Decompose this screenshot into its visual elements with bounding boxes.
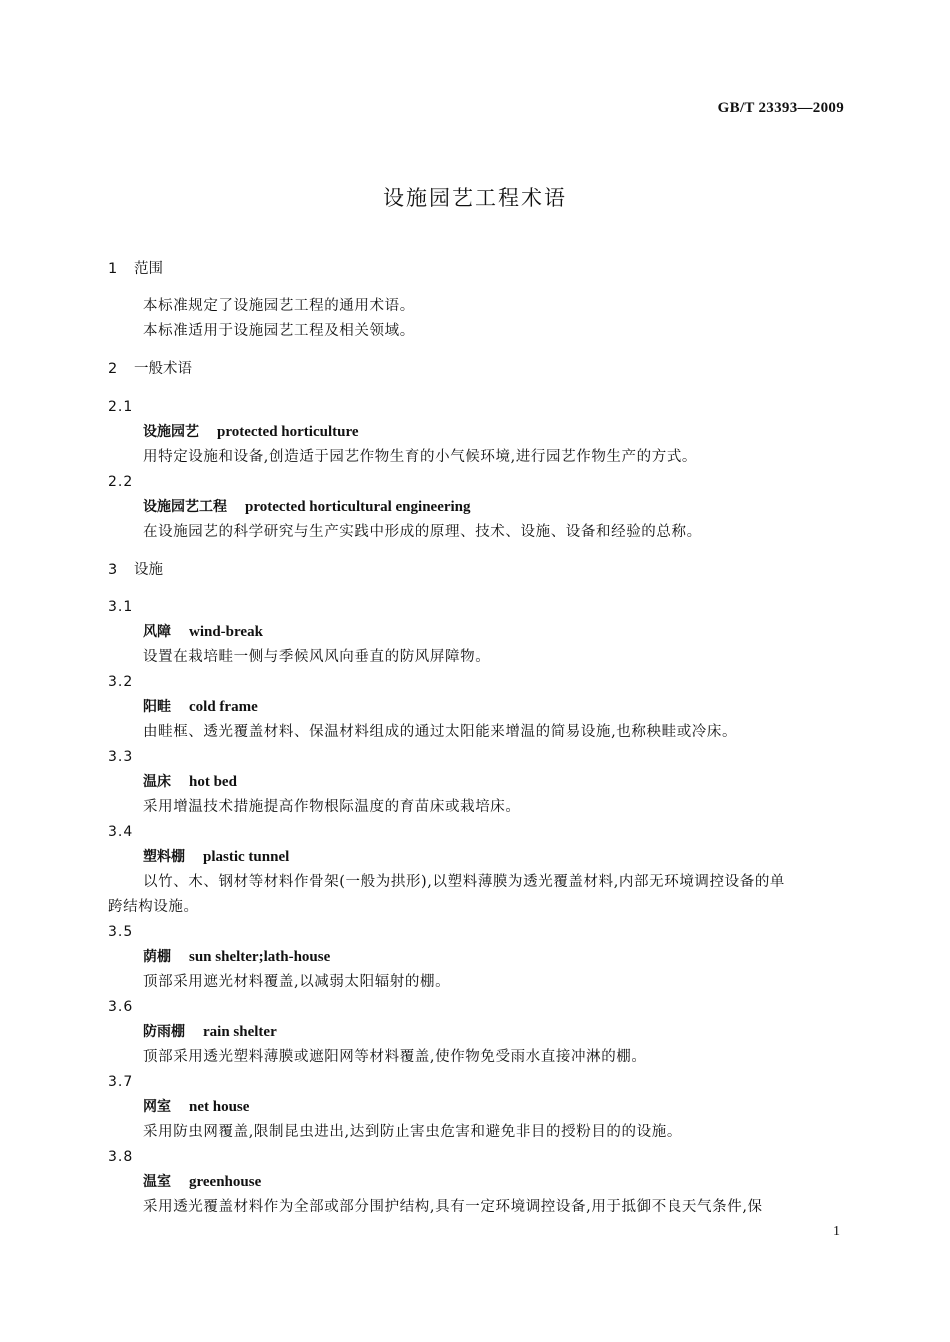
- term-english: protected horticulture: [217, 424, 359, 440]
- term-number: 3.8: [108, 1149, 134, 1165]
- term-english: cold frame: [189, 699, 258, 715]
- term-english: protected horticultural engineering: [245, 499, 471, 515]
- term-chinese: 网室: [143, 1099, 171, 1115]
- paragraph: 本标准适用于设施园艺工程及相关领域。: [143, 323, 415, 339]
- term-number: 3.6: [108, 999, 134, 1015]
- term-english: hot bed: [189, 774, 237, 790]
- term-number: 3.7: [108, 1074, 134, 1090]
- term-entry: [143, 423, 359, 441]
- term-chinese: 设施园艺工程: [143, 499, 227, 515]
- term-definition: 在设施园艺的科学研究与生产实践中形成的原理、技术、设施、设备和经验的总称。: [143, 524, 702, 540]
- term-definition: 采用防虫网覆盖,限制昆虫进出,达到防止害虫危害和避免非目的授粉目的的设施。: [143, 1124, 682, 1140]
- section-title: 范围: [134, 261, 163, 277]
- term-number: 3.1: [108, 599, 134, 615]
- term-entry: [143, 498, 471, 516]
- term-entry: [143, 948, 330, 966]
- section-number: 3: [108, 562, 118, 578]
- section-number: 1: [108, 261, 118, 277]
- term-chinese: 设施园艺: [143, 424, 199, 440]
- term-definition-continued: 跨结构设施。: [108, 899, 199, 915]
- term-number: 3.5: [108, 924, 134, 940]
- term-definition: 设置在栽培畦一侧与季候风风向垂直的防风屏障物。: [143, 649, 491, 665]
- term-definition: 以竹、木、钢材等材料作骨架(一般为拱形),以塑料薄膜为透光覆盖材料,内部无环境调控设备的单: [143, 874, 786, 890]
- term-number: 2.2: [108, 474, 134, 490]
- term-entry: [143, 1173, 261, 1191]
- term-definition: 采用透光覆盖材料作为全部或部分围护结构,具有一定环境调控设备,用于抵御不良天气条件,保: [143, 1199, 763, 1215]
- term-english: net house: [189, 1099, 250, 1115]
- term-definition: 用特定设施和设备,创造适于园艺作物生育的小气候环境,进行园艺作物生产的方式。: [143, 449, 698, 465]
- term-english: sun shelter;lath-house: [189, 949, 331, 965]
- term-definition: 采用增温技术措施提高作物根际温度的育苗床或栽培床。: [143, 799, 521, 815]
- term-chinese: 温床: [143, 774, 171, 790]
- section-title: 设施: [134, 562, 163, 578]
- term-chinese: 防雨棚: [143, 1024, 185, 1040]
- term-chinese: 荫棚: [143, 949, 171, 965]
- section-title: 一般术语: [134, 361, 192, 377]
- term-entry: [143, 623, 263, 641]
- standard-code: GB/T 23393—2009: [717, 100, 844, 116]
- term-definition: 顶部采用透光塑料薄膜或遮阳网等材料覆盖,使作物免受雨水直接冲淋的棚。: [143, 1049, 647, 1065]
- term-english: plastic tunnel: [203, 849, 290, 865]
- term-entry: [143, 1023, 277, 1041]
- section-heading-general-terms: [108, 360, 192, 378]
- page-number: 1: [833, 1224, 840, 1239]
- section-heading-facilities: [108, 561, 163, 579]
- section-number: 2: [108, 361, 118, 377]
- document-title: 设施园艺工程术语: [383, 186, 567, 210]
- term-entry: [143, 698, 258, 716]
- term-chinese: 塑料棚: [143, 849, 185, 865]
- term-number: 3.4: [108, 824, 134, 840]
- term-entry: [143, 1098, 249, 1116]
- term-entry: [143, 773, 237, 791]
- term-number: 3.3: [108, 749, 134, 765]
- term-definition: 顶部采用遮光材料覆盖,以减弱太阳辐射的棚。: [143, 974, 451, 990]
- term-number: 3.2: [108, 674, 134, 690]
- term-number: 2.1: [108, 399, 134, 415]
- section-heading-scope: [108, 260, 163, 278]
- term-english: wind-break: [189, 624, 263, 640]
- term-english: rain shelter: [203, 1024, 277, 1040]
- term-definition: 由畦框、透光覆盖材料、保温材料组成的通过太阳能来增温的简易设施,也称秧畦或冷床。: [143, 724, 738, 740]
- term-chinese: 阳畦: [143, 699, 171, 715]
- paragraph: 本标准规定了设施园艺工程的通用术语。: [143, 298, 415, 314]
- term-english: greenhouse: [189, 1174, 262, 1190]
- term-chinese: 温室: [143, 1174, 171, 1190]
- term-entry: [143, 848, 289, 866]
- term-chinese: 风障: [143, 624, 171, 640]
